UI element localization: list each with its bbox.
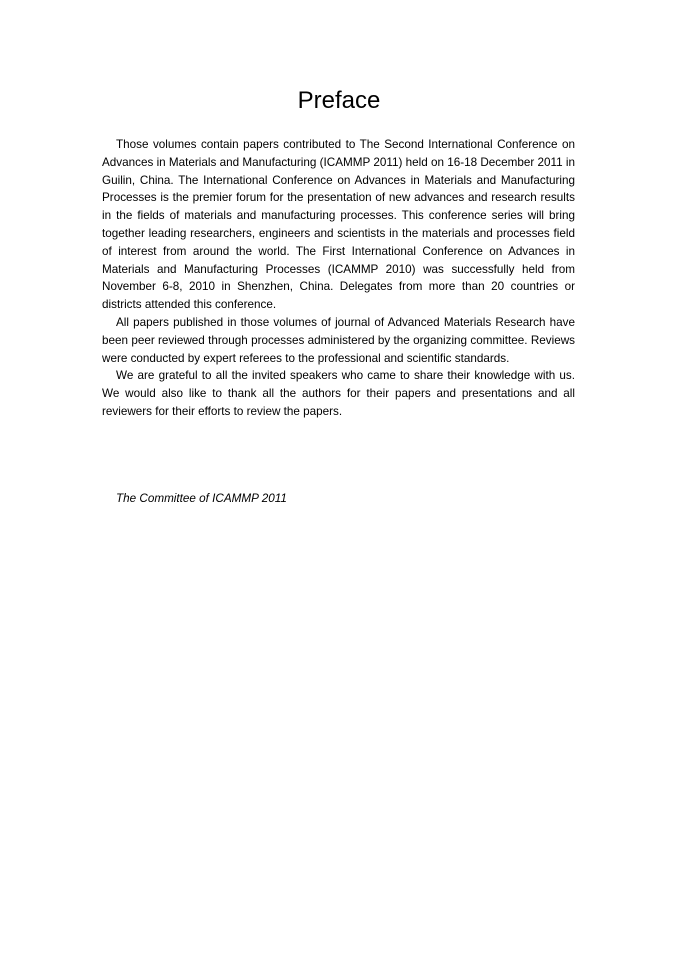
page-title: Preface [297,87,381,114]
paragraph: We are grateful to all the invited speakers who came to share their knowledge with us. We would also like to thank all the authors for their papers and presentations and all reviewers for their efforts to review the papers. [102,369,575,418]
preface-body [102,136,575,421]
paragraph: All papers published in those volumes of journal of Advanced Materials Research have been peer reviewed through processes administered by the organizing committee. Reviews were conducted by expert referees to the professional and scientific standards. [102,315,575,365]
signature: The Committee of ICAMMP 2011 [116,492,287,505]
paragraph: Those volumes contain papers contributed to The Second International Conference on Advances in Materials and Manufacturing (ICAMMP 2011) held on 16-18 December 2011 in Guilin, China. The International Conference on Advances in Materials and Manufacturing Processes is the premier forum for the presentation of new advances and research results in the fields of materials and manufacturing processes. This conference series will bring together leading researchers, engineers and scientists in the materials and processes field of interest from around the world. The First International Conference on Advances in Materials and Manufacturing Processes (ICAMMP 2010) was successfully held from November 6-8, 2010 in Shenzhen, China. Delegates from more than 20 countries or districts attended this conference. [102,138,575,312]
